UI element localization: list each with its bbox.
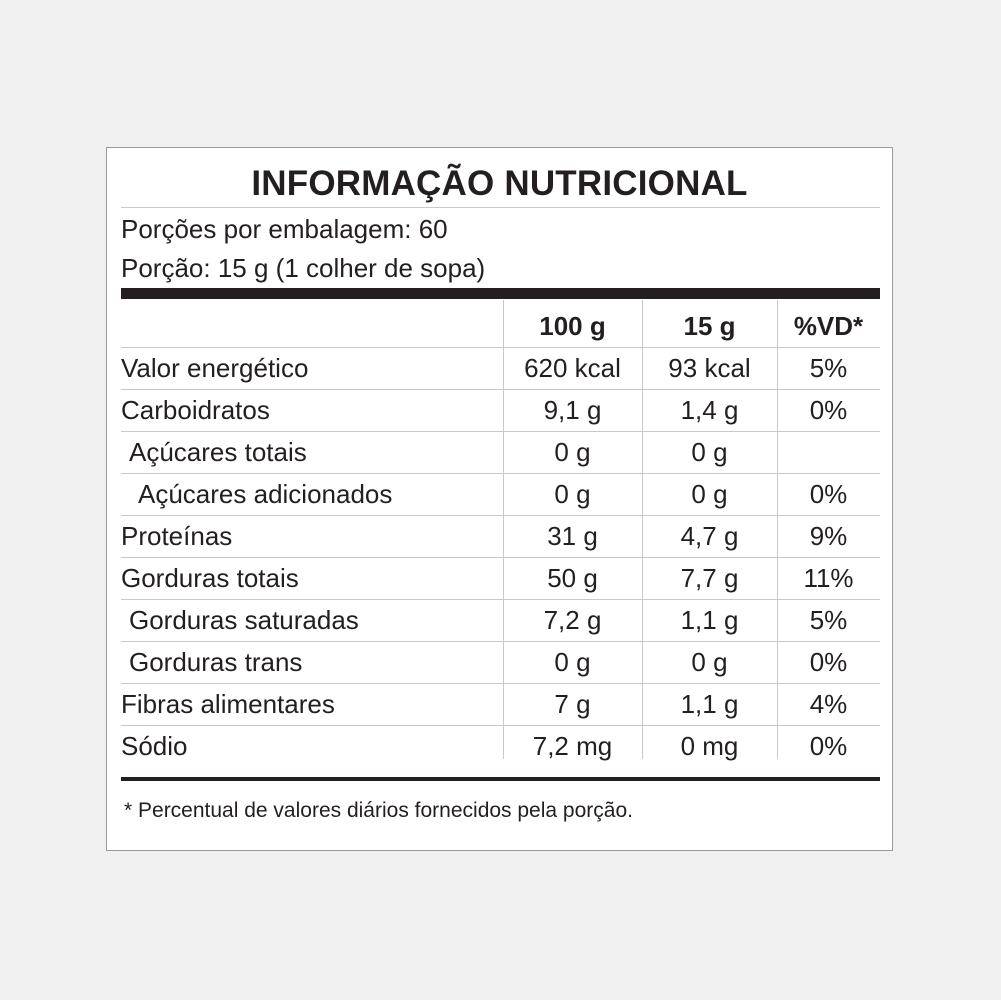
value-per-portion: 1,1 g (642, 600, 777, 642)
value-per-portion: 0 mg (680, 731, 739, 761)
nutrient-name: Gorduras saturadas (121, 600, 503, 642)
value-per-100g: 7,2 g (503, 600, 642, 642)
value-per-portion: 0 g (642, 642, 777, 684)
value-per-portion: 4,7 g (642, 516, 777, 558)
table-row (121, 348, 880, 390)
table-row (121, 474, 880, 516)
footnote: * Percentual de valores diários fornecidos pela porção. (124, 799, 633, 822)
daily-value-percent: 0% (777, 642, 880, 684)
value-per-100g: 620 kcal (503, 348, 642, 390)
value-per-portion: 1,4 g (642, 390, 777, 432)
nutrient-name: Sódio (121, 731, 188, 761)
serving-size: Porção: 15 g (1 colher de sopa) (121, 253, 486, 283)
label-title: INFORMAÇÃO NUTRICIONAL (251, 164, 748, 203)
value-per-portion: 0 g (642, 474, 777, 516)
value-per-portion: 0 g (642, 432, 777, 474)
nutrient-name: Valor energético (121, 348, 503, 390)
table-row (121, 432, 880, 474)
table-row (121, 516, 880, 558)
table-row (121, 558, 880, 600)
daily-value-percent: 0% (777, 474, 880, 516)
value-per-portion: 93 kcal (642, 348, 777, 390)
header-thick-rule (121, 288, 880, 299)
daily-value-percent: 0% (809, 731, 848, 761)
table-row (121, 600, 880, 642)
nutrition-table (121, 306, 880, 767)
header-per-100g: 100 g (503, 306, 642, 348)
servings-per-package: Porções por embalagem: 60 (121, 214, 448, 244)
daily-value-percent: 5% (777, 600, 880, 642)
daily-value-percent: 0% (777, 390, 880, 432)
nutrition-facts-label (106, 147, 893, 851)
nutrient-name: Açúcares adicionados (121, 474, 503, 516)
header-daily-value: %VD* (777, 306, 880, 348)
daily-value-percent: 11% (777, 558, 880, 600)
nutrient-name: Gorduras trans (121, 642, 503, 684)
daily-value-percent: 4% (777, 684, 880, 726)
header-per-portion: 15 g (642, 306, 777, 348)
table-row (121, 726, 880, 768)
value-per-100g: 31 g (503, 516, 642, 558)
nutrient-name: Açúcares totais (121, 432, 503, 474)
nutrient-name: Fibras alimentares (121, 684, 503, 726)
value-per-portion: 7,7 g (642, 558, 777, 600)
footer-rule (121, 777, 880, 781)
daily-value-percent: 5% (777, 348, 880, 390)
value-per-100g: 50 g (503, 558, 642, 600)
value-per-100g: 7 g (503, 684, 642, 726)
nutrient-name: Gorduras totais (121, 558, 503, 600)
nutrient-name: Proteínas (121, 516, 503, 558)
daily-value-percent (777, 432, 880, 474)
header-nutrient (121, 306, 503, 348)
value-per-100g: 0 g (503, 432, 642, 474)
nutrient-name: Carboidratos (121, 390, 503, 432)
daily-value-percent: 9% (777, 516, 880, 558)
value-per-portion: 1,1 g (642, 684, 777, 726)
value-per-100g: 0 g (503, 474, 642, 516)
table-header-row (121, 306, 880, 348)
value-per-100g: 0 g (503, 642, 642, 684)
table-row (121, 642, 880, 684)
title-divider (121, 207, 880, 208)
table-row (121, 684, 880, 726)
value-per-100g: 9,1 g (503, 390, 642, 432)
table-row (121, 390, 880, 432)
value-per-100g: 7,2 mg (532, 731, 613, 761)
